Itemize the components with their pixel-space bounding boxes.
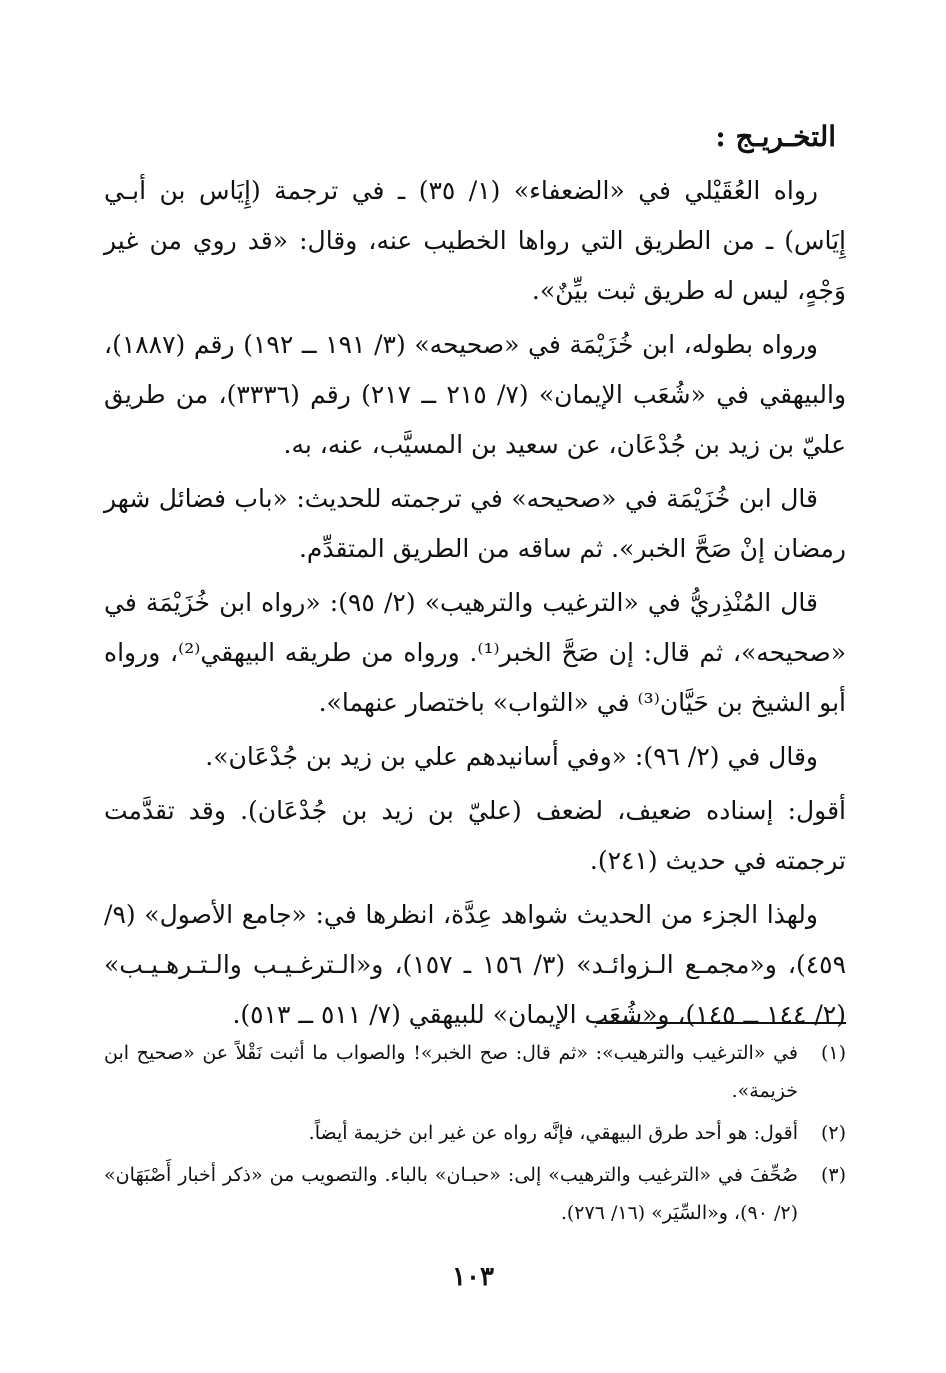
paragraph-ibn-khuzaymah-tarjama: قال ابن خُزَيْمَة في «صحيحه» في ترجمته للحديث: «باب فضائل شهر رمضان إنْ صَحَّ الخبر». ثم ساقه من الطريق المتقدِّم. xyxy=(104,484,846,563)
footnote-number: (١) xyxy=(820,1042,846,1064)
paragraph-takhrij-uqayli: رواه العُقَيْلي في «الضعفاء» (١/ ٣٥) ـ في ترجمة (إِيَاس بن أبـي إِيَاس) ـ من الطريق التي رواها الخطيب عنه، وقال: «قد روي من غير وَجْهٍ، ليس له طريق ثبت بيِّنٌ». xyxy=(104,176,846,305)
footnote-text: صُحِّفَ في «الترغيب والترهيب» إلى: «حبـان» بالباء. والتصويب من «ذكر أخبار أَصْبَهَان» (٢/ ٩٠)، و«السِّيَر» (١٦/ ٢٧٦). xyxy=(104,1164,798,1224)
footnote-text: أقول: هو أحد طرق البيهقي، فإنَّه رواه عن غير ابن خزيمة أيضاً. xyxy=(308,1122,798,1144)
paragraph-mundhiri: قال المُنْذِريُّ في «الترغيب والترهيب» (٢/ ٩٥): «رواه ابن خُزَيْمَة في «صحيحه»، ثم قال: إن صَحَّ الخبر⁽¹⁾. ورواه من طريقه البيهقي⁽²⁾، ورواه أبو الشيخ بن حَيَّان⁽³⁾ في «الثواب» باختصار عنهما». xyxy=(104,588,846,717)
footnote-text: في «الترغيب والترهيب»: «ثم قال: صح الخبر»! والصواب ما أثبت نَقْلاً عن «صحيح ابن خزيمة». xyxy=(104,1042,798,1102)
paragraph-ibn-khuzaymah-bayhaqi: ورواه بطوله، ابن خُزَيْمَة في «صحيحه» (٣/ ١٩١ ــ ١٩٢) رقم (١٨٨٧)، والبيهقي في «شُعَب الإيمان» (٧/ ٢١٥ ــ ٢١٧) رقم (٣٣٣٦)، من طريق عليّ بن زيد بن جُدْعَان، عن سعيد بن المسيَّب، عنه، به. xyxy=(104,330,847,459)
section-heading: التخـريـج : xyxy=(715,120,836,153)
footnotes xyxy=(104,1034,846,1236)
footnote-number: (٣) xyxy=(820,1164,846,1186)
footnote-item xyxy=(104,1114,846,1152)
page-number: ١٠٣ xyxy=(452,1262,494,1292)
paragraph-mundhiri-asanid: وقال في (٢/ ٩٦): «وفي أسانيدهم علي بن زيد بن جُدْعَان». xyxy=(205,742,818,771)
footnote-item xyxy=(104,1156,846,1232)
main-text xyxy=(104,112,846,1044)
footnote-divider xyxy=(596,1022,846,1024)
footnote-item xyxy=(104,1034,846,1110)
paragraph-aqul: أقول: إسناده ضعيف، لضعف (عليّ بن زيد بن جُدْعَان). وقد تقدَّمت ترجمته في حديث (٢٤١). xyxy=(104,796,846,875)
paragraph-shawahid: ولهذا الجزء من الحديث شواهد عِدَّة، انظرها في: «جامع الأصول» (٩/ ٤٥٩)، و«مجمـع الـزوائـد» (٣/ ١٥٦ ـ ١٥٧)، و«الـترغـيـب والـتـرهـيـب» (٢/ ١٤٤ ــ ١٤٥)، و«شُعَب الإيمان» للبيهقي (٧/ ٥١١ ــ ٥١٣). xyxy=(104,900,847,1029)
footnote-number: (٢) xyxy=(820,1122,846,1144)
